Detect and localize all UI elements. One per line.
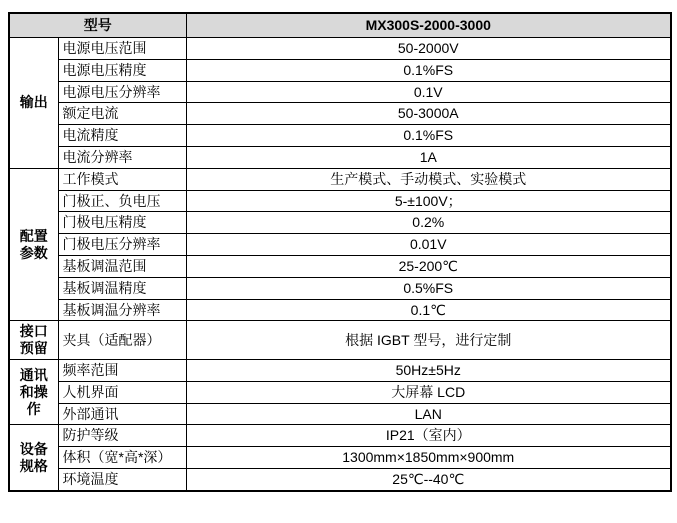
spec-value-cell: 1300mm×1850mm×900mm <box>186 447 671 469</box>
spec-param-cell: 频率范围 <box>58 359 186 381</box>
model-value-cell: MX300S-2000-3000 <box>186 13 671 38</box>
spec-param-cell: 电流分辨率 <box>58 146 186 168</box>
table-row <box>9 381 671 403</box>
spec-value-cell: 生产模式、手动模式、实验模式 <box>186 168 671 190</box>
spec-value-cell: 50-3000A <box>186 103 671 125</box>
spec-param-cell: 夹具（适配器） <box>58 321 186 360</box>
table-row <box>9 234 671 256</box>
spec-param-cell: 电源电压范围 <box>58 38 186 60</box>
table-row <box>9 103 671 125</box>
table-row <box>9 59 671 81</box>
table-row <box>9 299 671 321</box>
spec-value-cell: 25-200℃ <box>186 255 671 277</box>
spec-value-cell: 0.01V <box>186 234 671 256</box>
spec-param-cell: 防护等级 <box>58 425 186 447</box>
spec-param-cell: 门极电压精度 <box>58 212 186 234</box>
group-cell-device-spec: 设备规格 <box>9 425 58 491</box>
group-cell-config-params: 配置参数 <box>9 168 58 321</box>
spec-value-cell: 0.2% <box>186 212 671 234</box>
spec-param-cell: 人机界面 <box>58 381 186 403</box>
spec-value-cell: 1A <box>186 146 671 168</box>
table-row <box>9 277 671 299</box>
spec-param-cell: 基板调温分辨率 <box>58 299 186 321</box>
spec-value-cell: 50-2000V <box>186 38 671 60</box>
spec-value-cell: IP21（室内） <box>186 425 671 447</box>
table-row <box>9 81 671 103</box>
table-row <box>9 212 671 234</box>
spec-value-cell: 0.1V <box>186 81 671 103</box>
spec-param-cell: 基板调温精度 <box>58 277 186 299</box>
table-row <box>9 447 671 469</box>
spec-value-cell: 50Hz±5Hz <box>186 359 671 381</box>
spec-param-cell: 门极正、负电压 <box>58 190 186 212</box>
spec-param-cell: 额定电流 <box>58 103 186 125</box>
spec-param-cell: 门极电压分辨率 <box>58 234 186 256</box>
spec-value-cell: 根据 IGBT 型号，进行定制 <box>186 321 671 360</box>
group-cell-comm-operation: 通讯和操作 <box>9 359 58 424</box>
table-row <box>9 146 671 168</box>
group-cell-output: 输出 <box>9 38 58 169</box>
table-row <box>9 359 671 381</box>
table-row <box>9 468 671 490</box>
table-row <box>9 125 671 147</box>
table-row <box>9 403 671 425</box>
spec-param-cell: 环境温度 <box>58 468 186 490</box>
table-header-row <box>9 13 671 38</box>
table-row <box>9 425 671 447</box>
spec-param-cell: 工作模式 <box>58 168 186 190</box>
spec-param-cell: 电流精度 <box>58 125 186 147</box>
spec-value-cell: LAN <box>186 403 671 425</box>
spec-param-cell: 电源电压精度 <box>58 59 186 81</box>
table-row <box>9 255 671 277</box>
spec-value-cell: 0.5%FS <box>186 277 671 299</box>
spec-param-cell: 体积（宽*高*深） <box>58 447 186 469</box>
spec-value-cell: 大屏幕 LCD <box>186 381 671 403</box>
spec-value-cell: 25℃--40℃ <box>186 468 671 490</box>
spec-value-cell: 0.1%FS <box>186 125 671 147</box>
group-cell-interface-reserved: 接口预留 <box>9 321 58 360</box>
table-row <box>9 168 671 190</box>
spec-param-cell: 基板调温范围 <box>58 255 186 277</box>
spec-table <box>8 12 672 492</box>
spec-param-cell: 电源电压分辨率 <box>58 81 186 103</box>
spec-param-cell: 外部通讯 <box>58 403 186 425</box>
table-row <box>9 321 671 360</box>
table-row <box>9 190 671 212</box>
spec-value-cell: 5-±100V； <box>186 190 671 212</box>
spec-value-cell: 0.1℃ <box>186 299 671 321</box>
spec-value-cell: 0.1%FS <box>186 59 671 81</box>
model-label-cell: 型号 <box>9 13 186 38</box>
table-row <box>9 38 671 60</box>
